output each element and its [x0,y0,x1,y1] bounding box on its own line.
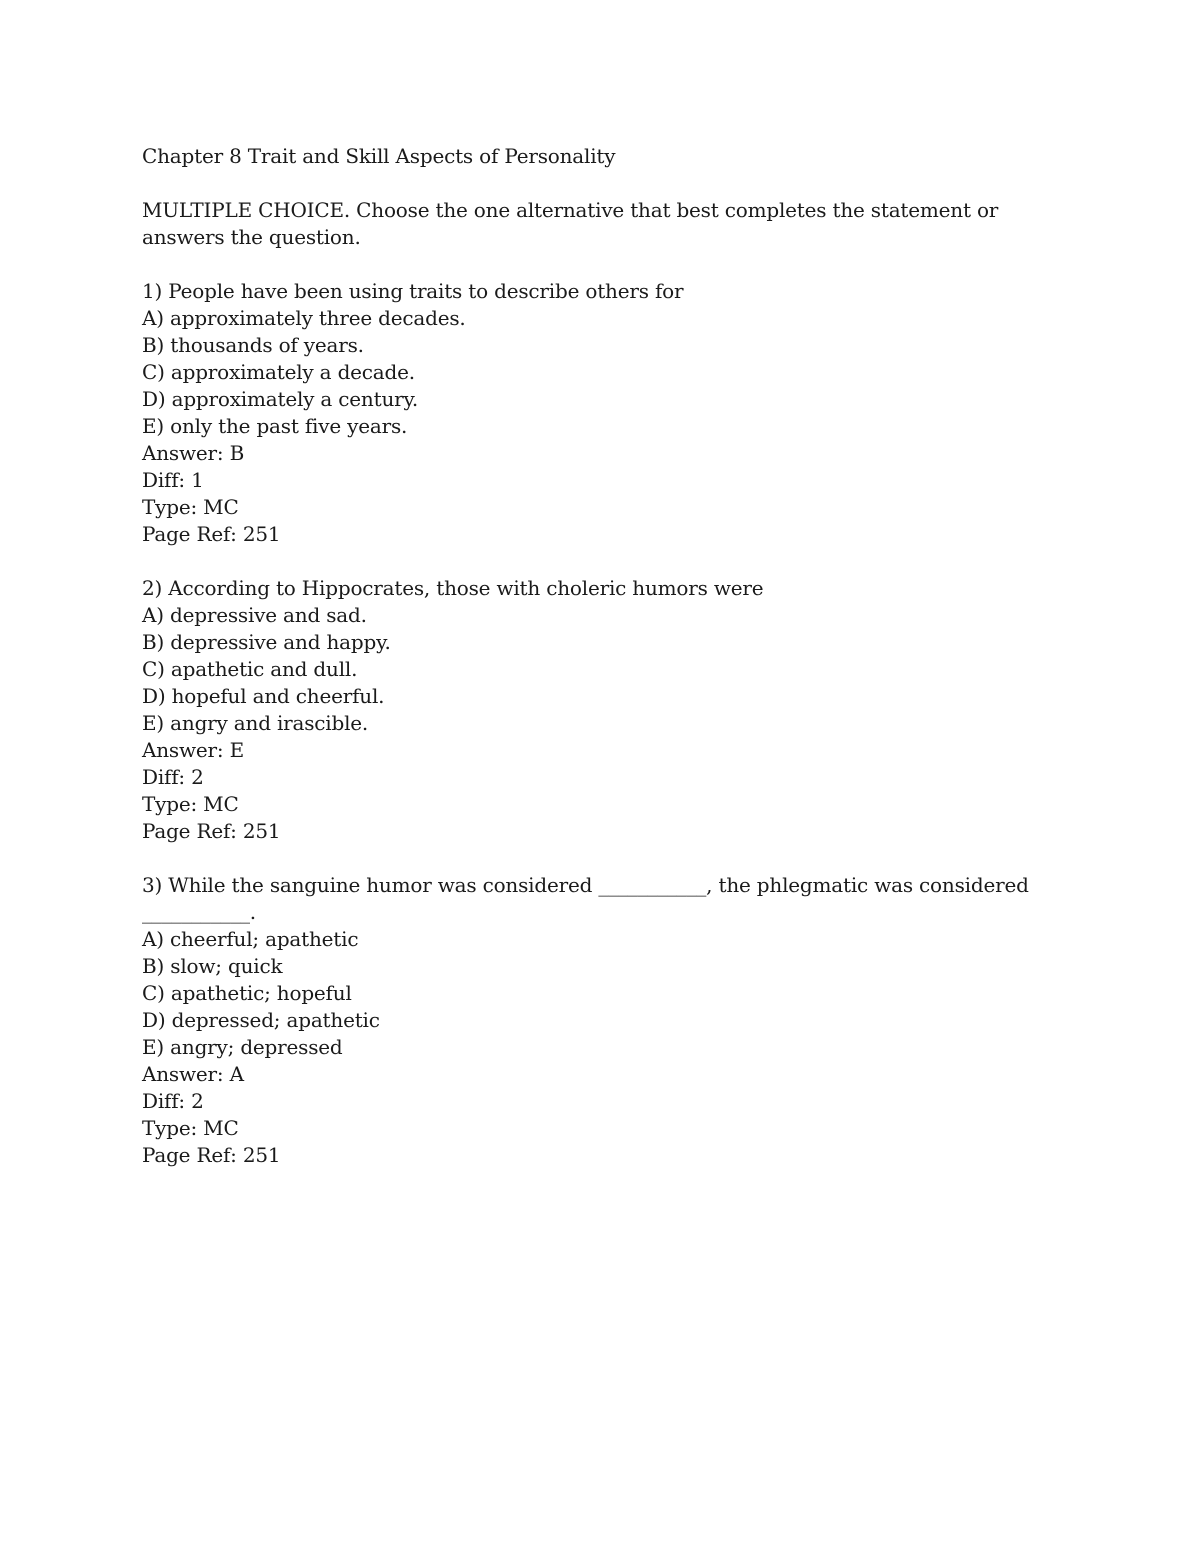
difficulty: Diff: 1 [142,468,204,492]
page-ref: Page Ref: 251 [142,1143,281,1167]
question-stem: 3) While the sanguine humor was considered ___________, the phlegmatic was considered ___________. [142,873,1029,924]
question-stem: 2) According to Hippocrates, those with choleric humors were [142,576,764,600]
page-ref: Page Ref: 251 [142,522,281,546]
option-b: B) depressive and happy. [142,630,391,654]
option-a: A) depressive and sad. [142,603,367,627]
option-d: D) hopeful and cheerful. [142,684,385,708]
spacer [142,251,1052,278]
document-page [142,140,1052,1169]
option-d: D) depressed; apathetic [142,1008,380,1032]
option-a: A) approximately three decades. [142,306,466,330]
question-1 [142,278,1052,548]
answer: Answer: A [142,1062,244,1086]
question-type: Type: MC [142,1116,239,1140]
option-e: E) angry and irascible. [142,711,369,735]
instructions: MULTIPLE CHOICE. Choose the one alternative that best completes the statement or answers the question. [142,198,999,249]
difficulty: Diff: 2 [142,1089,204,1113]
option-a: A) cheerful; apathetic [142,927,359,951]
question-type: Type: MC [142,792,239,816]
option-b: B) slow; quick [142,954,283,978]
option-b: B) thousands of years. [142,333,364,357]
spacer [142,170,1052,197]
question-stem: 1) People have been using traits to describe others for [142,279,684,303]
chapter-title: Chapter 8 Trait and Skill Aspects of Personality [142,144,616,168]
page-ref: Page Ref: 251 [142,819,281,843]
option-e: E) angry; depressed [142,1035,343,1059]
option-c: C) approximately a decade. [142,360,415,384]
answer: Answer: B [142,441,245,465]
answer: Answer: E [142,738,244,762]
question-3 [142,872,1052,1169]
option-c: C) apathetic and dull. [142,657,358,681]
option-d: D) approximately a century. [142,387,419,411]
question-2 [142,575,1052,845]
spacer [142,845,1052,872]
option-c: C) apathetic; hopeful [142,981,352,1005]
question-type: Type: MC [142,495,239,519]
option-e: E) only the past five years. [142,414,408,438]
spacer [142,548,1052,575]
difficulty: Diff: 2 [142,765,204,789]
